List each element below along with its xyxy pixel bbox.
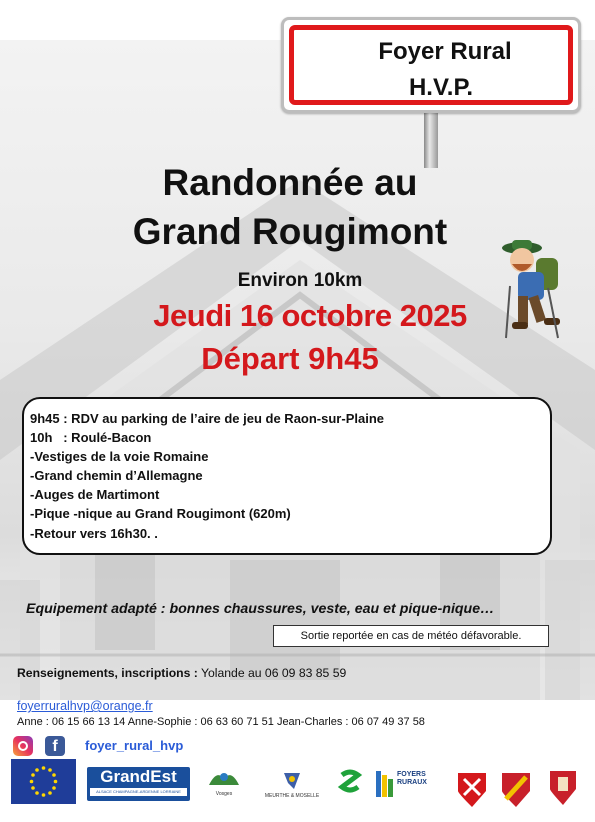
hiker-icon <box>498 238 570 340</box>
sign-subtitle: H.V.P. <box>408 74 474 101</box>
coat-of-arms-icon <box>500 771 532 807</box>
facebook-icon[interactable]: f <box>45 736 65 756</box>
program-line: -Vestiges de la voie Romaine <box>30 449 209 465</box>
meurthe-moselle-logo <box>252 771 332 807</box>
sign-post <box>424 113 438 168</box>
grand-est-subtitle: ALSACE CHAMPAGNE-ARDENNE LORRAINE <box>90 788 187 796</box>
program-line: -Pique -nique au Grand Rougimont (620m) <box>30 506 291 522</box>
program-line: -Auges de Martimont <box>30 487 160 503</box>
program-box <box>22 397 552 555</box>
vosges-label: Vosges <box>215 791 233 797</box>
phone-list: Anne : 06 15 66 13 14 Anne-Sophie : 06 63 60 71 51 Jean-Charles : 06 07 49 37 58 <box>17 716 425 728</box>
program-line: -Grand chemin d’Allemagne <box>30 468 203 484</box>
coat-of-arms-icon <box>548 769 578 805</box>
sign-title: Foyer Rural <box>378 38 512 65</box>
coat-of-arms-icon <box>456 771 488 807</box>
contact-text: Yolande au 06 09 83 85 59 <box>197 666 347 680</box>
distance: Environ 10km <box>237 270 363 291</box>
instagram-icon[interactable] <box>13 736 33 756</box>
grand-est-name: GrandEst <box>100 767 177 786</box>
meurthe-moselle-label: MEURTHE & MOSELLE <box>264 793 320 799</box>
eu-flag-icon <box>11 759 76 804</box>
program-line: 10h : Roulé-Bacon <box>30 430 152 446</box>
town-sign <box>281 17 581 113</box>
departure-time: Départ 9h45 <box>201 341 379 376</box>
event-date: Jeudi 16 octobre 2025 <box>153 298 467 333</box>
sports-logo <box>336 767 364 803</box>
contact-label: Renseignements, inscriptions : <box>17 666 198 680</box>
program-line: 9h45 : RDV au parking de l’aire de jeu de Raon-sur-Plaine <box>30 411 384 426</box>
grand-est-logo <box>87 767 190 801</box>
foyers-ruraux-label: FOYERS RURAUX <box>397 771 427 786</box>
event-title-line1: Randonnée au <box>162 162 418 203</box>
email-link[interactable]: foyerruralhvp@orange.fr <box>17 699 153 713</box>
contact-info <box>17 666 346 680</box>
program-line: -Retour vers 16h30. . <box>30 525 158 541</box>
vosges-logo <box>204 767 244 807</box>
weather-note: Sortie reportée en cas de météo défavorable. <box>273 625 549 647</box>
sponsor-logos <box>0 759 595 811</box>
equipment-note: Equipement adapté : bonnes chaussures, veste, eau et pique-nique… <box>26 601 495 617</box>
foyers-ruraux-logo <box>375 769 435 805</box>
social-handle[interactable]: foyer_rural_hvp <box>85 738 184 753</box>
event-title-line2: Grand Rougimont <box>132 211 448 252</box>
